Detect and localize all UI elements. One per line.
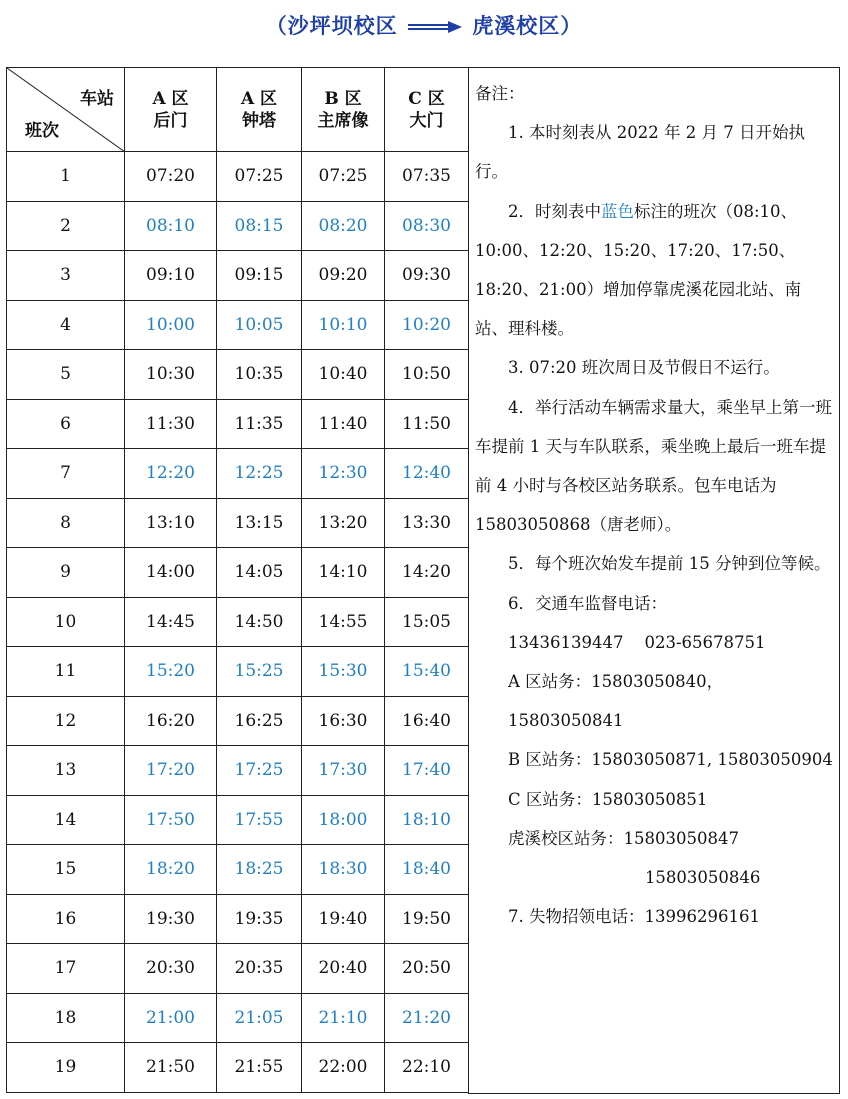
note-6-b: B 区站务：15803050871, 15803050904	[508, 750, 833, 770]
departure-time: 07:25	[217, 152, 302, 202]
table-row	[7, 350, 469, 400]
run-number: 10	[7, 597, 125, 647]
departure-time: 10:40	[302, 350, 385, 400]
departure-time: 10:50	[385, 350, 469, 400]
departure-time: 15:40	[385, 647, 469, 697]
departure-time: 12:20	[125, 449, 217, 499]
departure-time: 15:25	[217, 647, 302, 697]
col-header-a-tower: A 区 钟塔	[217, 68, 302, 152]
departure-time: 18:25	[217, 845, 302, 895]
table-row	[7, 152, 469, 202]
col-header-b-statue: B 区 主席像	[302, 68, 385, 152]
departure-time: 17:40	[385, 746, 469, 796]
note-6-huxi: 虎溪校区站务：15803050847	[508, 828, 739, 848]
departure-time: 18:40	[385, 845, 469, 895]
departure-time: 10:35	[217, 350, 302, 400]
note-6-a: A 区站务：15803050840，15803050841	[508, 672, 724, 731]
note-6: 6．交通车监督电话：	[508, 593, 667, 613]
run-number: 15	[7, 845, 125, 895]
departure-time: 11:35	[217, 399, 302, 449]
departure-time: 21:10	[302, 993, 385, 1043]
departure-time: 20:30	[125, 944, 217, 994]
note-2: 2．时刻表中蓝色标注的班次（08:10、10:00、12:20、15:20、17:20、17:50、18:20、21:00）增加停靠虎溪花园北站、南站、理科楼。	[475, 201, 802, 339]
note-6-c: C 区站务：15803050851	[508, 789, 708, 809]
table-row	[7, 696, 469, 746]
run-number: 18	[7, 993, 125, 1043]
table-row	[7, 894, 469, 944]
departure-time: 18:20	[125, 845, 217, 895]
table-row	[7, 993, 469, 1043]
departure-time: 16:20	[125, 696, 217, 746]
page-title	[0, 10, 848, 40]
note-1: 1. 本时刻表从 2022 年 2 月 7 日开始执行。	[475, 123, 805, 182]
departure-time: 21:50	[125, 1043, 217, 1093]
station-label: 车站	[80, 89, 114, 109]
departure-time: 13:10	[125, 498, 217, 548]
note-5: 5．每个班次始发车提前 15 分钟到位等候。	[508, 554, 831, 574]
header-row	[7, 68, 469, 152]
departure-time: 16:25	[217, 696, 302, 746]
run-number: 17	[7, 944, 125, 994]
departure-time: 09:20	[302, 251, 385, 301]
table-row	[7, 746, 469, 796]
departure-time: 07:20	[125, 152, 217, 202]
run-number: 5	[7, 350, 125, 400]
departure-time: 21:20	[385, 993, 469, 1043]
departure-time: 08:30	[385, 201, 469, 251]
departure-time: 11:40	[302, 399, 385, 449]
table-row	[7, 597, 469, 647]
departure-time: 21:05	[217, 993, 302, 1043]
departure-time: 19:30	[125, 894, 217, 944]
departure-time: 18:10	[385, 795, 469, 845]
run-number: 7	[7, 449, 125, 499]
table-row	[7, 647, 469, 697]
run-number: 6	[7, 399, 125, 449]
departure-time: 17:25	[217, 746, 302, 796]
departure-time: 16:30	[302, 696, 385, 746]
schedule-table	[6, 67, 469, 1093]
note-3: 3. 07:20 班次周日及节假日不运行。	[508, 358, 780, 378]
col-header-c-gate: C 区 大门	[385, 68, 469, 152]
notes-heading: 备注：	[475, 84, 525, 103]
departure-time: 12:30	[302, 449, 385, 499]
schedule-body	[7, 152, 469, 1093]
run-number: 9	[7, 548, 125, 598]
table-row	[7, 795, 469, 845]
table-row	[7, 548, 469, 598]
title-destination: 虎溪校区）	[472, 14, 583, 38]
departure-time: 12:40	[385, 449, 469, 499]
departure-time: 12:25	[217, 449, 302, 499]
run-label: 班次	[25, 121, 59, 141]
note-4: 4．举行活动车辆需求量大，乘坐早上第一班车提前 1 天与车队联系，乘坐晚上最后一班车提前 4 小时与各校区站务联系。包车电话为 15803050868（唐老师）。	[475, 397, 832, 535]
departure-time: 10:05	[217, 300, 302, 350]
departure-time: 21:55	[217, 1043, 302, 1093]
departure-time: 20:40	[302, 944, 385, 994]
run-number: 11	[7, 647, 125, 697]
departure-time: 14:20	[385, 548, 469, 598]
departure-time: 08:20	[302, 201, 385, 251]
table-row	[7, 399, 469, 449]
departure-time: 11:30	[125, 399, 217, 449]
departure-time: 19:50	[385, 894, 469, 944]
departure-time: 19:35	[217, 894, 302, 944]
run-number: 12	[7, 696, 125, 746]
departure-time: 07:25	[302, 152, 385, 202]
departure-time: 17:20	[125, 746, 217, 796]
departure-time: 10:30	[125, 350, 217, 400]
corner-header	[7, 68, 125, 152]
table-row	[7, 944, 469, 994]
run-number: 13	[7, 746, 125, 796]
departure-time: 15:20	[125, 647, 217, 697]
table-row	[7, 300, 469, 350]
departure-time: 10:00	[125, 300, 217, 350]
departure-time: 15:30	[302, 647, 385, 697]
departure-time: 22:00	[302, 1043, 385, 1093]
departure-time: 14:45	[125, 597, 217, 647]
departure-time: 17:50	[125, 795, 217, 845]
title-origin: （沙坪坝校区	[265, 14, 398, 38]
departure-time: 16:40	[385, 696, 469, 746]
departure-time: 08:10	[125, 201, 217, 251]
col-header-a-back: A 区 后门	[125, 68, 217, 152]
blue-label: 蓝色	[601, 201, 634, 221]
departure-time: 15:05	[385, 597, 469, 647]
departure-time: 20:50	[385, 944, 469, 994]
departure-time: 09:30	[385, 251, 469, 301]
departure-time: 18:30	[302, 845, 385, 895]
run-number: 4	[7, 300, 125, 350]
departure-time: 10:20	[385, 300, 469, 350]
departure-time: 14:05	[217, 548, 302, 598]
departure-time: 20:35	[217, 944, 302, 994]
departure-time: 13:15	[217, 498, 302, 548]
table-row	[7, 251, 469, 301]
departure-time: 17:30	[302, 746, 385, 796]
departure-time: 21:00	[125, 993, 217, 1043]
departure-time: 14:50	[217, 597, 302, 647]
table-row	[7, 449, 469, 499]
arrow-icon	[408, 15, 462, 39]
run-number: 2	[7, 201, 125, 251]
departure-time: 13:20	[302, 498, 385, 548]
departure-time: 17:55	[217, 795, 302, 845]
departure-time: 14:55	[302, 597, 385, 647]
departure-time: 07:35	[385, 152, 469, 202]
departure-time: 22:10	[385, 1043, 469, 1093]
departure-time: 11:50	[385, 399, 469, 449]
departure-time: 10:10	[302, 300, 385, 350]
departure-time: 18:00	[302, 795, 385, 845]
run-number: 19	[7, 1043, 125, 1093]
departure-time: 09:10	[125, 251, 217, 301]
run-number: 16	[7, 894, 125, 944]
table-row	[7, 498, 469, 548]
run-number: 3	[7, 251, 125, 301]
run-number: 8	[7, 498, 125, 548]
run-number: 14	[7, 795, 125, 845]
departure-time: 08:15	[217, 201, 302, 251]
departure-time: 14:10	[302, 548, 385, 598]
notes-panel	[468, 67, 840, 1094]
table-row	[7, 1043, 469, 1093]
table-row	[7, 845, 469, 895]
departure-time: 09:15	[217, 251, 302, 301]
departure-time: 14:00	[125, 548, 217, 598]
table-row	[7, 201, 469, 251]
run-number: 1	[7, 152, 125, 202]
note-6-huxi-2: 15803050846	[644, 868, 761, 888]
departure-time: 19:40	[302, 894, 385, 944]
departure-time: 13:30	[385, 498, 469, 548]
note-7: 7. 失物招领电话：13996296161	[508, 907, 760, 927]
note-6-phones: 13436139447 023-65678751	[508, 632, 766, 652]
